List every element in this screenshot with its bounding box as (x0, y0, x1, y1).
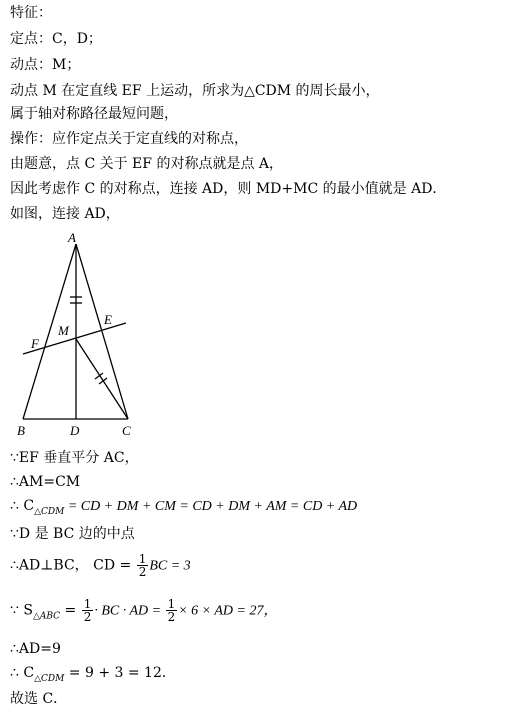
tick-mc-2 (99, 378, 107, 384)
step-3 (10, 497, 357, 521)
label-c: C (122, 423, 131, 438)
text-line-6: 操作：应作定点关于定直线的对称点， (10, 131, 248, 147)
segment-mc (76, 339, 128, 419)
text-line-7: 由题意，点 C 关于 EF 的对称点就是点 A， (10, 156, 284, 172)
step-7: ∴AD=9 (10, 641, 61, 657)
step-8-subscript: △CDM (34, 674, 65, 684)
text-line-1: 特征： (10, 5, 52, 21)
text-line-5: 属于轴对称路径最短问题， (10, 106, 178, 122)
step-6-prefix: ∵ S (10, 602, 33, 619)
step-6-mid: · BC · AD = (94, 603, 165, 619)
step-9: 故选 C． (10, 691, 68, 707)
fraction-half-2: $\frac{1}{2}$ (167, 597, 176, 624)
triangle-figure (0, 226, 160, 444)
side-ac (76, 244, 128, 419)
step-8 (10, 664, 176, 688)
step-2: ∴AM=CM (10, 474, 81, 490)
label-a: A (68, 230, 76, 245)
label-d: D (70, 423, 80, 438)
label-m: M (58, 323, 69, 338)
step-5-rest: BC = 3 (149, 558, 191, 574)
step-6-subscript: △ABC (32, 611, 61, 622)
step-3-prefix: ∴ C (10, 498, 35, 514)
label-b: B (17, 423, 25, 438)
step-6-eq: = (60, 602, 81, 619)
fraction-half-1: $\frac{1}{2}$ (83, 597, 92, 624)
step-8-rest: = 9 + 3 = 12． (64, 665, 176, 681)
step-5 (10, 553, 191, 578)
step-6 (10, 598, 277, 626)
text-line-8: 因此考虑作 C 的对称点，连接 AD，则 MD+MC 的最小值就是 AD． (10, 181, 447, 197)
step-1: ∵EF 垂直平分 AC， (10, 450, 139, 466)
step-8-prefix: ∴ C (10, 665, 35, 681)
text-line-9: 如图，连接 AD， (10, 206, 120, 222)
step-6-rest: × 6 × AD = 27， (178, 603, 278, 619)
step-4: ∵D 是 BC 边的中点 (10, 526, 135, 542)
step-3-subscript: △CDM (34, 507, 65, 517)
label-e: E (104, 312, 112, 327)
text-line-2: 定点：C，D； (10, 31, 102, 47)
step-5-prefix: ∴AD⊥BC， CD = (10, 557, 132, 574)
label-f: F (31, 336, 39, 351)
text-line-4: 动点 M 在定直线 EF 上运动，所求为△CDM 的周长最小， (10, 83, 380, 99)
step-3-equation: = CD + DM + CM = CD + DM + AM = CD + AD (64, 499, 358, 514)
fraction-half: $\frac{1}{2}$ (138, 552, 147, 579)
text-line-3: 动点：M； (10, 57, 81, 73)
